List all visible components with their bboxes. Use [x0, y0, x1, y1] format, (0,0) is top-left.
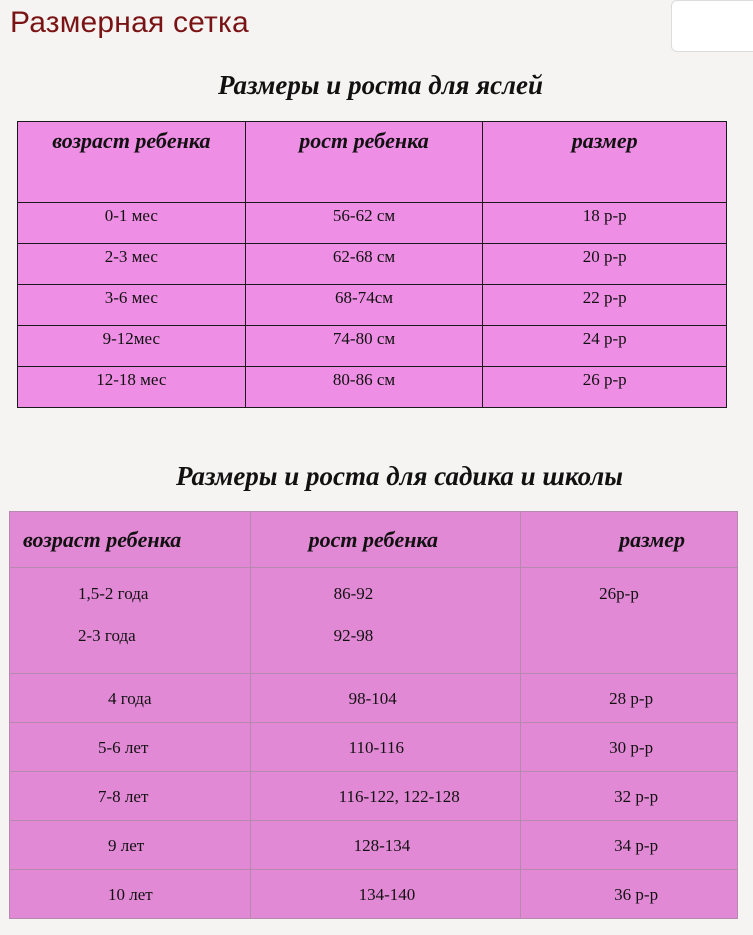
cell-size: 36 р-р	[521, 870, 738, 919]
cell-height: 56-62 см	[245, 203, 483, 244]
table-row	[18, 285, 727, 326]
cell-size: 18 р-р	[483, 203, 727, 244]
cell-age: 3-6 мес	[18, 285, 246, 326]
cell-size: 26р-р	[521, 568, 738, 674]
cell-height: 62-68 см	[245, 244, 483, 285]
cell-age: 4 года	[10, 674, 251, 723]
header-height: рост ребенка	[245, 122, 483, 203]
table-row	[10, 772, 738, 821]
cell-age: 10 лет	[10, 870, 251, 919]
table-row	[10, 870, 738, 919]
table-header-row	[10, 512, 738, 568]
cell-size: 32 р-р	[521, 772, 738, 821]
table-row	[18, 367, 727, 408]
cell-size: 22 р-р	[483, 285, 727, 326]
cell-age: 5-6 лет	[10, 723, 251, 772]
cell-age: 7-8 лет	[10, 772, 251, 821]
page-title: Размерная сетка	[10, 6, 249, 39]
cell-size: 30 р-р	[521, 723, 738, 772]
table-row	[10, 568, 738, 674]
cell-size: 34 р-р	[521, 821, 738, 870]
header-size: размер	[483, 122, 727, 203]
cell-size: 24 р-р	[483, 326, 727, 367]
cell-age-line: 2-3 года	[78, 626, 136, 645]
cell-height: 98-104	[250, 674, 521, 723]
cell-size: 26 р-р	[483, 367, 727, 408]
cell-height: 110-116	[250, 723, 521, 772]
cell-age: 0-1 мес	[18, 203, 246, 244]
table-row	[10, 723, 738, 772]
cell-height-line: 92-98	[333, 626, 374, 645]
cell-age: 12-18 мес	[18, 367, 246, 408]
cell-height: 116-122, 122-128	[250, 772, 521, 821]
cell-height: 128-134	[250, 821, 521, 870]
table-header-row	[18, 122, 727, 203]
table-row	[18, 326, 727, 367]
table-row	[18, 203, 727, 244]
header-age: возраст ребенка	[18, 122, 246, 203]
cell-age: 9-12мес	[18, 326, 246, 367]
school-size-table	[9, 511, 738, 919]
cell-age-line: 1,5-2 года	[78, 584, 149, 603]
cell-height: 134-140	[250, 870, 521, 919]
nursery-table-title: Размеры и роста для яслей	[218, 70, 543, 100]
cell-size: 28 р-р	[521, 674, 738, 723]
nursery-size-table	[17, 121, 727, 408]
table-row	[10, 821, 738, 870]
top-right-widget[interactable]	[671, 0, 753, 52]
cell-height: 68-74см	[245, 285, 483, 326]
cell-size: 20 р-р	[483, 244, 727, 285]
header-height: рост ребенка	[250, 512, 521, 568]
cell-height-line: 86-92	[333, 584, 374, 603]
cell-height: 80-86 см	[245, 367, 483, 408]
cell-height	[250, 568, 521, 674]
cell-height: 74-80 см	[245, 326, 483, 367]
header-size: размер	[521, 512, 738, 568]
cell-age: 9 лет	[10, 821, 251, 870]
cell-age: 2-3 мес	[18, 244, 246, 285]
header-age: возраст ребенка	[10, 512, 251, 568]
table-row	[10, 674, 738, 723]
cell-age	[10, 568, 251, 674]
table-row	[18, 244, 727, 285]
school-table-title: Размеры и роста для садика и школы	[176, 461, 623, 491]
